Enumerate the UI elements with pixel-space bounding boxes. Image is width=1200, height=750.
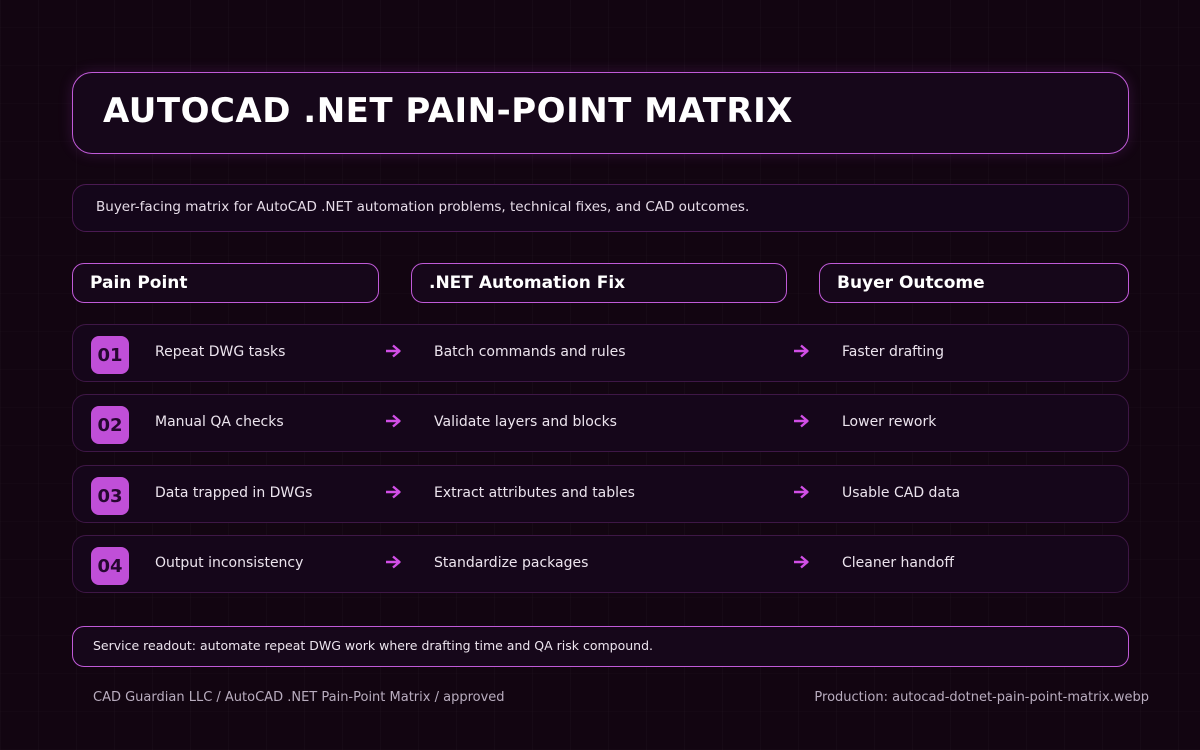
row-number-badge: 04 bbox=[91, 547, 129, 585]
service-readout-panel bbox=[72, 626, 1129, 667]
matrix-row bbox=[72, 394, 1129, 452]
fix-cell: Batch commands and rules bbox=[434, 344, 626, 360]
footer-credit: CAD Guardian LLC / AutoCAD .NET Pain-Point Matrix / approved bbox=[93, 690, 505, 705]
matrix-row bbox=[72, 535, 1129, 593]
column-header-pain-point bbox=[72, 263, 379, 303]
page-title: AUTOCAD .NET PAIN-POINT MATRIX bbox=[103, 91, 793, 131]
subtitle-panel bbox=[72, 184, 1129, 232]
page-subtitle: Buyer-facing matrix for AutoCAD .NET automation problems, technical fixes, and CAD outcomes. bbox=[96, 199, 750, 215]
fix-cell: Validate layers and blocks bbox=[434, 414, 617, 430]
pain-point-cell: Manual QA checks bbox=[155, 414, 284, 430]
column-header-label: Buyer Outcome bbox=[837, 273, 985, 293]
service-readout-text: Service readout: automate repeat DWG work where drafting time and QA risk compound. bbox=[93, 638, 654, 653]
column-header-label: Pain Point bbox=[90, 273, 188, 293]
fix-cell: Standardize packages bbox=[434, 555, 589, 571]
fix-cell: Extract attributes and tables bbox=[434, 485, 635, 501]
footer-production-file: Production: autocad-dotnet-pain-point-matrix.webp bbox=[814, 690, 1149, 705]
outcome-cell: Faster drafting bbox=[842, 344, 944, 360]
outcome-cell: Usable CAD data bbox=[842, 485, 961, 501]
arrow-right-icon bbox=[385, 342, 403, 360]
arrow-right-icon bbox=[793, 553, 811, 571]
pain-point-cell: Output inconsistency bbox=[155, 555, 304, 571]
column-header-buyer-outcome bbox=[819, 263, 1129, 303]
arrow-right-icon bbox=[385, 483, 403, 501]
arrow-right-icon bbox=[385, 553, 403, 571]
arrow-right-icon bbox=[793, 483, 811, 501]
outcome-cell: Lower rework bbox=[842, 414, 937, 430]
matrix-row bbox=[72, 465, 1129, 523]
arrow-right-icon bbox=[793, 412, 811, 430]
row-number-badge: 01 bbox=[91, 336, 129, 374]
column-header-automation-fix bbox=[411, 263, 787, 303]
arrow-right-icon bbox=[793, 342, 811, 360]
pain-point-cell: Repeat DWG tasks bbox=[155, 344, 286, 360]
pain-point-cell: Data trapped in DWGs bbox=[155, 485, 313, 501]
column-header-label: .NET Automation Fix bbox=[429, 273, 626, 293]
row-number-badge: 02 bbox=[91, 406, 129, 444]
arrow-right-icon bbox=[385, 412, 403, 430]
matrix-row bbox=[72, 324, 1129, 382]
title-panel bbox=[72, 72, 1129, 154]
outcome-cell: Cleaner handoff bbox=[842, 555, 954, 571]
row-number-badge: 03 bbox=[91, 477, 129, 515]
